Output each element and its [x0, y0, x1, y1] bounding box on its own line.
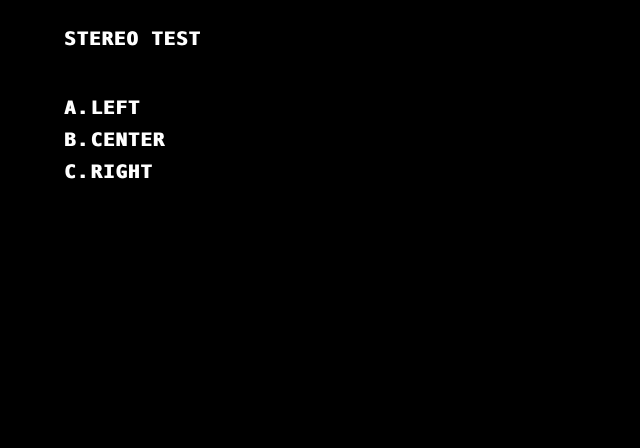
option-label: RIGHT — [90, 161, 153, 183]
menu-option-left[interactable] — [64, 92, 165, 124]
stereo-option-menu — [64, 92, 165, 188]
option-key: C — [64, 161, 77, 183]
screen-title: STEREO TEST — [64, 28, 201, 50]
menu-option-center[interactable] — [64, 124, 165, 156]
option-separator: . — [76, 97, 89, 119]
option-separator: . — [76, 161, 89, 183]
option-label: CENTER — [90, 129, 166, 151]
option-label: LEFT — [90, 97, 141, 119]
option-key: A — [64, 97, 77, 119]
option-key: B — [64, 129, 77, 151]
option-separator: . — [76, 129, 89, 151]
menu-option-right[interactable] — [64, 156, 165, 188]
